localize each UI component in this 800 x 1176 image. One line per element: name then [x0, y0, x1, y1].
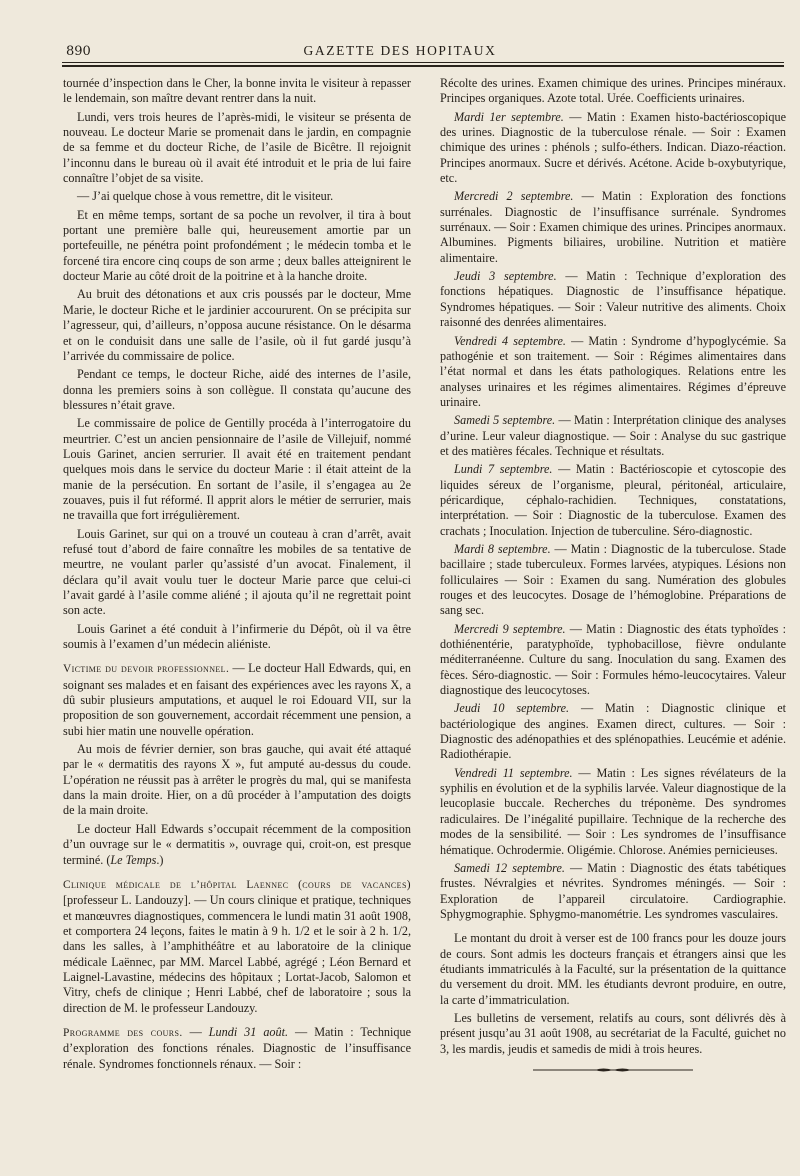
paragraph-text: — Matin : Technique d’exploration des fonctions rénales. Diagnostic de l’insuffisance rénale. Syndromes fonctionnels rénaux. — Soir : — [63, 1024, 411, 1071]
dash: — — [182, 1024, 209, 1039]
programme-day — [440, 413, 786, 459]
section-title: Programme des cours. — [63, 1026, 183, 1039]
course-date: Jeudi 10 septembre. — [454, 701, 570, 716]
course-programme — [63, 1025, 411, 1072]
paragraph-text: — Matin : Bactérioscopie et cytoscopie des liquides séreux de l’organisme, pleural, péritonéal, articulaire, péricardique, céphalo-rachidien. Techniques, constatations, interprétation. — Soir : Diagnostic de la tuberculose. Examen des crachats ; Inoculation. Injection de tuberculine. Séro-diagnostic. — [440, 462, 786, 538]
course-date: Mardi 1er septembre. — [454, 109, 564, 124]
paragraph-text: — Matin : Technique d’exploration des fonctions hépatiques. Diagnostic de l’insuffisance hépatique. Syndromes hépatiques. — Soir : Valeur nutritive des aliments. Choix raisonné des denrées alimentaires. — [440, 269, 786, 330]
page-number: 890 — [66, 44, 91, 59]
programme-day — [440, 462, 786, 539]
course-date: Samedi 12 septembre. — [454, 860, 565, 875]
paragraph: Les bulletins de versement, relatifs au cours, sont délivrés dès à présent jusqu’au 31 août 1908, au secrétariat de la Faculté, guichet no 3, les mardis, jeudis et samedis de midi à trois heures. — [440, 1010, 786, 1056]
paragraph-with-source — [63, 822, 411, 868]
paragraph-text: — Matin : Diagnostic de la tuberculose. Stade bacillaire ; stade tuberculeux. Formes larvées, atypiques. Lésions non folliculaires — Soir : Examen du sang. Numération des globules rouges et des leucocytes. Dosage de l’hémoglobine. Préparations de sang sec. — [440, 541, 786, 618]
header-rule-thin — [62, 62, 784, 63]
paragraph: Pendant ce temps, le docteur Riche, aidé des internes de l’asile, donna les premiers soins à son collègue. Il constata qu’aucune des blessures n’était grave. — [63, 367, 411, 412]
course-date: Vendredi 4 septembre. — [454, 333, 566, 348]
programme-day — [440, 110, 786, 187]
paragraph: Et en même temps, sortant de sa poche un revolver, il tira à bout portant une première balle qui, heureusement amortie par un portefeuille, ne pénétra point profondément ; le médecin tomba et le forcené tira encore cinq coups de son arme ; deux balles atteignirent le docteur Marie au côté droit de la poitrine et à la hanche droite. — [63, 207, 411, 284]
paragraph-text: — Matin : Syndrome d’hypoglycémie. Sa pathogénie et son traitement. — Soir : Régimes alimentaires dans l’état normal et dans les états pathologiques. Relations entre les analyses urinaires et les régimes alimentaires. Régimes d’épreuve urinaire. — [440, 333, 786, 409]
paragraph-text: — Matin : Exploration des fonctions surrénales. Diagnostic de l’insuffisance surrénale. Syndromes surrénaux. — Soir : Examen chimique des urines. Principes anormaux. Albumines. Pigments biliaires, urobiline. Nutrition et matière alimentaire. — [440, 189, 786, 265]
programme-day — [440, 542, 786, 619]
paragraph-text: — Matin : Les signes révélateurs de la syphilis en évolution et de la syphilis larvée. Valeur diagnostique de la leucoplasie buccale. Recherches du tréponème. Des syndromes radiculaires. De l’inégalité pupillaire. Technique de la recherche des modes de la sensibilité. — Soir : Les syndromes de l’insuffisance hématique. Ochrodermie. Oligémie. Chlorose. Anémies pernicieuses. — [440, 765, 786, 857]
course-date: Lundi 31 août. — [208, 1024, 289, 1039]
paragraph: — J’ai quelque chose à vous remettre, dit le visiteur. — [77, 189, 334, 204]
programme-day — [440, 189, 786, 266]
paragraph-text: — Le docteur Hall Edwards, qui, en soignant ses malades et en faisant des expériences avec les rayons X, a dû subir plusieurs amputations, et auquel le roi Edouard VII, sur la proposition de son gouvernement, accordait récemment une pension, a subi hier matin une nouvelle opération. — [63, 661, 411, 738]
programme-day — [440, 334, 786, 411]
course-date: Vendredi 11 septembre. — [454, 765, 573, 780]
section-title: Clinique médicale de l’hôpital Laennec (cours de vacances) — [63, 878, 411, 891]
news-item-laennec — [63, 877, 411, 1016]
paragraph: tournée d’inspection dans le Cher, la bonne invita le visiteur à repasser le lendemain, son maître devant rentrer dans la nuit. — [63, 76, 411, 106]
paragraph-text: — Matin : Diagnostic clinique et bactériologique des angines. Examen direct, cultures. — Soir : Diagnostic des adénopathies et des splénopathies. Leucémie et adénie. Radiothérapie. — [440, 701, 786, 762]
paragraph: Au mois de février dernier, son bras gauche, qui avait été attaqué par le « dermatitis des rayons X », fut amputé au-dessus du coude. L’opération ne réussit pas à arrêter le progrès du mal, qui se manifesta dans la main droite. Hier, on a dû procéder à l’amputation des doigts de la main droite. — [63, 742, 411, 818]
programme-day — [440, 269, 786, 330]
course-date: Samedi 5 septembre. — [454, 413, 556, 428]
running-head: GAZETTE DES HOPITAUX — [303, 43, 497, 58]
paragraph: Le montant du droit à verser est de 100 francs pour les douze jours de cours. Sont admis les docteurs français et étrangers ainsi que les étudiants immatriculés à la Faculté, sur la présentation de la quittance du versement du droit. MM. les étudiants devront produire, en outre, la carte d’immatriculation. — [440, 931, 786, 1007]
programme-day — [440, 766, 786, 858]
news-item-hall-edwards — [63, 661, 411, 739]
source-citation: Le Temps — [110, 852, 157, 867]
paragraph: Louis Garinet, sur qui on a trouvé un couteau à cran d’arrêt, avait refusé tout d’abord de faire connaître les mobiles de sa tentative de meurtre, ne voulant parler qu’assisté d’un avocat. Finalement, il déclara qu’il avait voulu tuer le docteur Marie parce que celui-ci l’avait gardé à l’asile comme aliéné ; il ajouta qu’il ne regrettait point son acte. — [63, 526, 411, 618]
course-date: Mercredi 9 septembre. — [454, 621, 566, 636]
paragraph: Au bruit des détonations et aux cris poussés par le docteur, Mme Marie, le docteur Riche et le jardinier accoururent. On se précipita sur l’agresseur, qui, d’ailleurs, n’opposa aucune résistance. On le désarma et on le conduisit dans une salle de l’asile, où il fut gardé jusqu’à l’arrivée du commissaire de police. — [63, 287, 411, 363]
course-date: Mardi 8 septembre. — [454, 541, 551, 556]
end-ornament-rule — [533, 1067, 693, 1073]
paragraph-text: .) — [156, 852, 164, 867]
paragraph: Récolte des urines. Examen chimique des urines. Principes minéraux. Principes organiques. Azote total. Urée. Coefficients urinaires. — [440, 76, 786, 106]
paragraph-text: — Matin : Diagnostic des états tabétiques frustes. Névralgies et névrites. Syndromes méningés. — Soir : Exploration de l’appareil circulatoire. Cardiographie. Sphygmographie. Sphygmo-manométrie. Les syndromes vasculaires. — [440, 860, 786, 921]
programme-day — [440, 861, 786, 922]
right-column — [440, 76, 786, 1073]
course-date: Lundi 7 septembre. — [454, 462, 553, 477]
programme-day — [440, 701, 786, 762]
paragraph-text: — Matin : Interprétation clinique des analyses d’urine. Leur valeur diagnostique. — Soir : Analyse du suc gastrique et des matières fécales. Technique et résultats. — [440, 413, 786, 458]
paragraph-text: — Matin : Examen histo-bactérioscopique des urines. Diagnostic de la tuberculose rénale. — Soir : Examen chimique des urines : phénols ; sulfo-éthers. Indican. Diazo-réaction. Principes anormaux. Sucre et dérivés. Acétone. Acide b-oxybutyrique, etc. — [440, 109, 787, 186]
course-date: Jeudi 3 septembre. — [454, 269, 557, 284]
programme-day — [440, 622, 786, 699]
header-rule-thick — [62, 65, 784, 67]
paragraph-text: Le docteur Hall Edwards s’occupait récemment de la composition d’un ouvrage sur le « dermatitis », ouvrage qui, croit-on, est presque terminé. ( — [63, 821, 411, 867]
paragraph: Le commissaire de police de Gentilly procéda à l’interrogatoire du meurtrier. C’est un ancien pensionnaire de l’asile de Villejuif, nommé Louis Garinet, ancien serrurier. Il avait été en traitement pendant quelques mois dans le service du docteur Marie : il était atteint de la manie de la persécution. En sortant de l’asile, il s’engagea au 2e zouaves, puis il fut réformé. Il apprit alors le métier de serrurier, mais ne travailla que fort irrégulièrement. — [63, 416, 411, 523]
course-date: Mercredi 2 septembre. — [454, 189, 574, 204]
section-title: Victime du devoir professionnel. — [63, 663, 230, 676]
left-column — [63, 76, 411, 1075]
paragraph: Louis Garinet a été conduit à l’infirmerie du Dépôt, où il va être soumis à l’examen d’un médecin aliéniste. — [63, 621, 411, 652]
paragraph: Lundi, vers trois heures de l’après-midi, le visiteur se présenta de nouveau. Le docteur Marie se promenait dans le jardin, en compagnie de sa femme et du docteur Riche, de l’asile de Bicêtre. Il rejoignit l’inconnu dans le bureau où il avait été introduit et le pria de lui faire connaître l’objet de sa visite. — [63, 109, 411, 186]
paragraph-text: [professeur L. Landouzy]. — Un cours clinique et pratique, techniques et manœuvres diagnostiques, commencera le lundi matin 31 août 1908, et comportera 24 leçons, faites le matin à 9 h. 1/2 et le soir à 2 h. 1/2, dans les salles, à l’amphithéâtre et au laboratoire de la clinique médicale Laënnec, par MM. Marcel Labbé, agrégé ; Léon Bernard et Laignel-Lavastine, médecins des hôpitaux ; Lortat-Jacob, Salomon et Vitry, chefs de clinique ; Henri Labbé, chef de laboratoire ; sous la direction de M. le professeur Landouzy. — [63, 893, 411, 1015]
ornament-flourish — [595, 1068, 631, 1071]
paragraph-text: — Matin : Diagnostic des états typhoïdes : dothiénentérie, paratyphoïde, typhobacillose, fièvre ondulante méditerranéenne. Culture du sang. Inoculation du sang. Examen des fèces. Séro-diagnostic. — Soir : Formules hémo-leucocytaires. Valeur diagnostique des leucocytoses. — [440, 621, 786, 698]
